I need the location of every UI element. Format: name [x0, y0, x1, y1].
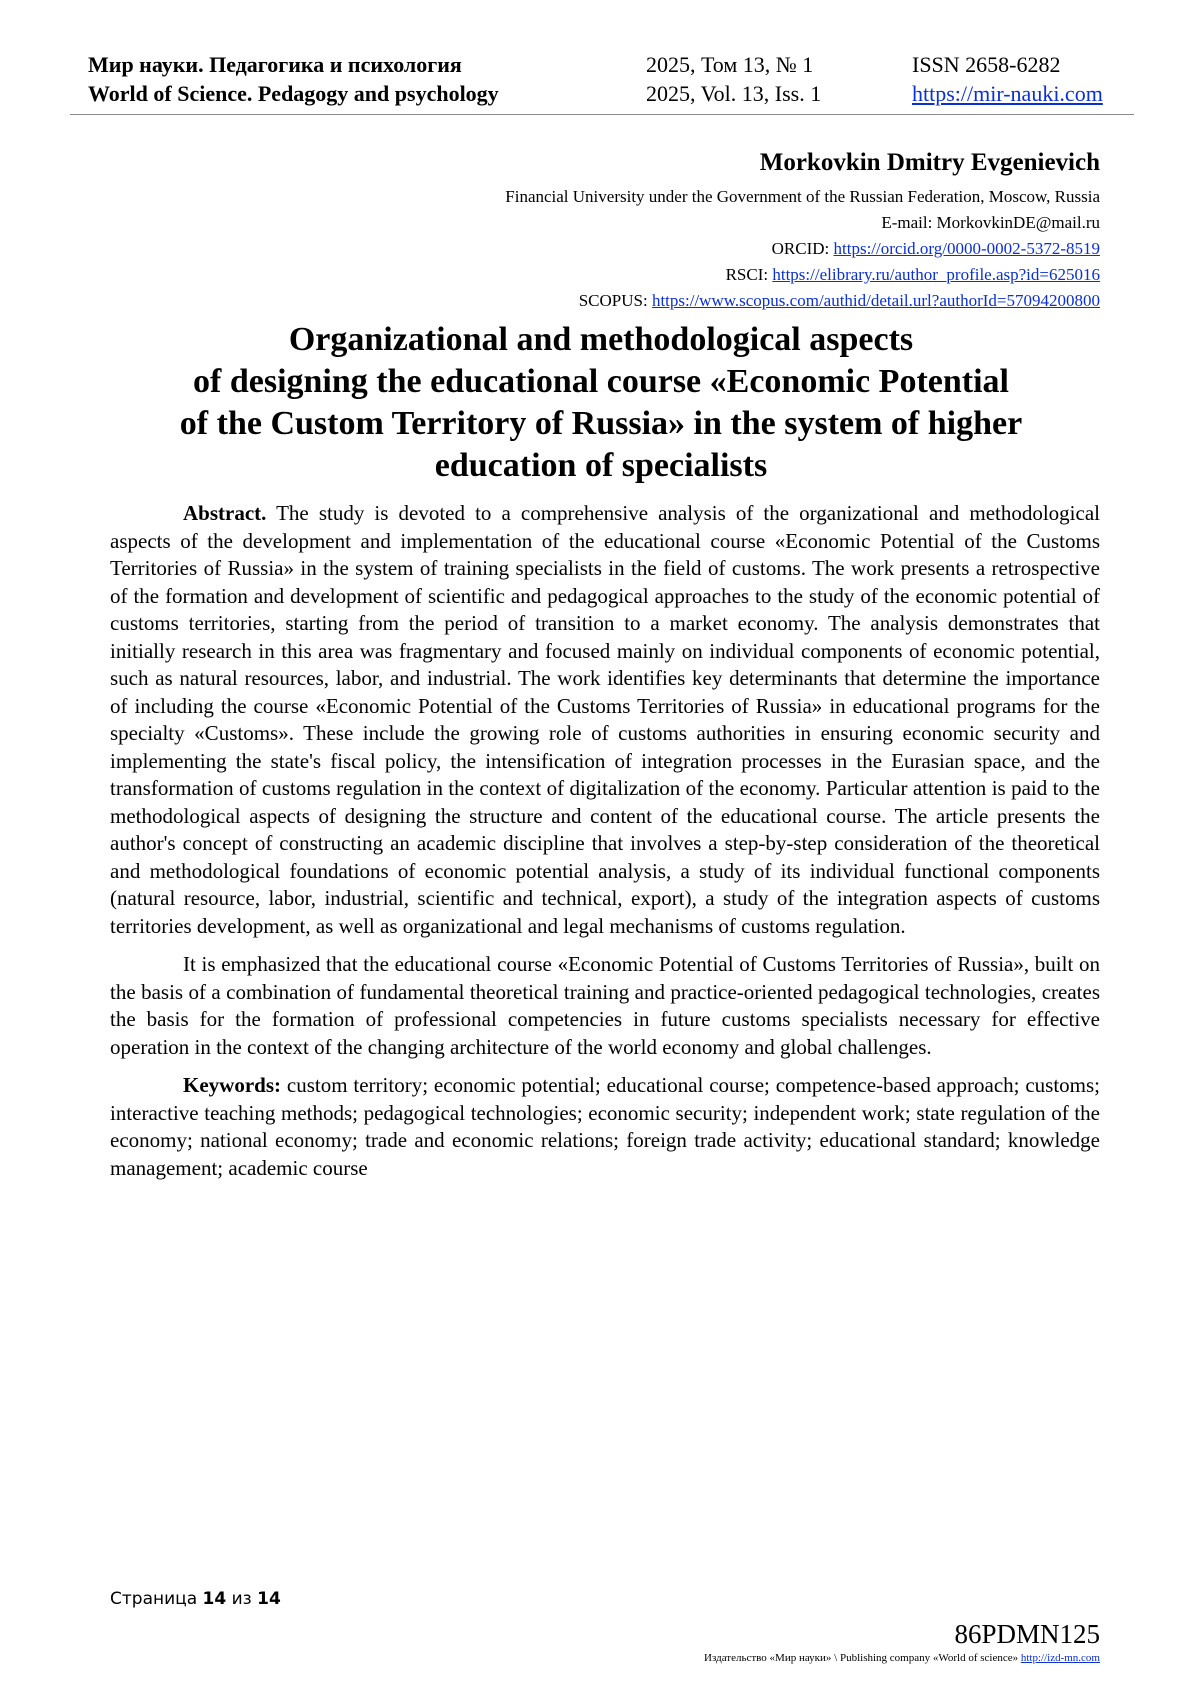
journal-title-en: World of Science. Pedagogy and psychology [88, 81, 499, 106]
title-line-3: of the Custom Territory of Russia» in the system of higher [179, 405, 1023, 442]
journal-header [88, 50, 1130, 114]
orcid-link[interactable]: https://orcid.org/0000-0002-5372-8519 [833, 239, 1100, 258]
page-current: 14 [202, 1589, 227, 1609]
author-email: MorkovkinDE@mail.ru [936, 213, 1100, 232]
abstract-paragraph [110, 500, 1100, 940]
journal-site-link[interactable]: https://mir-nauki.com [912, 81, 1103, 106]
author-name: Morkovkin Dmitry Evgenievich [759, 149, 1100, 176]
issn: ISSN 2658-6282 [912, 52, 1061, 77]
keywords-label: Keywords: [183, 1073, 281, 1097]
header-divider [70, 114, 1134, 115]
title-line-2: of designing the educational course «Economic Potential [193, 363, 1009, 400]
scopus-label: SCOPUS: [578, 291, 648, 310]
volume-ru: 2025, Том 13, № 1 [646, 52, 814, 77]
publisher-link[interactable]: http://izd-mn.com [1020, 1652, 1100, 1664]
author-affiliation: Financial University under the Government of the Russian Federation, Moscow, Russia [505, 187, 1100, 206]
publisher-text: Издательство «Мир науки» \ Publishing company «World of science» [704, 1652, 1019, 1664]
author-block [300, 146, 1100, 314]
author-email-line [300, 210, 1100, 236]
article-title [110, 319, 1092, 487]
publisher-line [704, 1650, 1100, 1666]
email-label: E-mail: [881, 213, 933, 232]
page-total: 14 [257, 1589, 281, 1609]
abstract-text: The study is devoted to a comprehensive analysis of the organizational and methodological aspects of the development and implementation of the educational course «Economic Potential of the Customs Territories of Russia» in the system of training specialists in the field of customs. The work presents a retrospective of the formation and development of scientific and pedagogical approaches to the study of the economic potential of customs territories, starting from the period of transition to a market economy. The analysis demonstrates that initially research in this area was fragmentary and focused mainly on individual components of economic potential, such as natural resources, labor, and industrial. The work identifies key determinants that determine the importance of including the course «Economic Potential of the Customs Territories of Russia» in educational programs for the specialty «Customs». These include the growing role of customs authorities in ensuring economic security and implementing the state's fiscal policy, the intensification of integration processes in the Eurasian space, and the transformation of customs regulation in the context of digitalization of the economy. Particular attention is paid to the methodological aspects of designing the structure and content of the educational course. The article presents the author's concept of constructing an academic discipline that involves a step-by-step consideration of the theoretical and methodological foundations of economic potential analysis, a study of its individual functional components (natural resource, labor, industrial, scientific and technical, export), a study of the integration aspects of customs territories development, as well as organizational and legal mechanisms of customs regulation. [110, 501, 1100, 938]
page-prefix: Страница [110, 1589, 198, 1609]
author-scopus-line [300, 288, 1100, 314]
author-rsci-line [300, 262, 1100, 288]
abstract-paragraph-2: It is emphasized that the educational course «Economic Potential of Customs Territories of Russia», built on the basis of a combination of fundamental theoretical training and practice-oriented pedagogical technologies, creates the basis for the formation of professional competencies in future customs specialists necessary for effective operation in the context of the changing architecture of the world economy and global challenges. [110, 952, 1100, 1059]
rsci-link[interactable]: https://elibrary.ru/author_profile.asp?id=625016 [772, 265, 1100, 284]
page-of: из [231, 1589, 252, 1609]
article-code: 86PDMN125 [954, 1619, 1100, 1649]
rsci-label: RSCI: [725, 265, 769, 284]
page-counter [110, 1588, 281, 1610]
journal-volume [646, 50, 821, 108]
journal-title-ru: Мир науки. Педагогика и психология [88, 52, 462, 77]
keywords-text: custom territory; economic potential; educational course; competence-based approach; customs; interactive teaching methods; pedagogical technologies; economic security; independent work; state regulation of the economy; national economy; trade and economic relations; foreign trade activity; educational standard; knowledge management; academic course [110, 1073, 1101, 1180]
orcid-label: ORCID: [771, 239, 830, 258]
abstract-label: Abstract. [183, 501, 267, 525]
article-body [110, 500, 1100, 1193]
journal-issn-block [912, 50, 1103, 108]
journal-title [88, 50, 499, 108]
author-orcid-line [300, 236, 1100, 262]
scopus-link[interactable]: https://www.scopus.com/authid/detail.url?authorId=57094200800 [651, 291, 1100, 310]
volume-en: 2025, Vol. 13, Iss. 1 [646, 81, 822, 106]
title-line-1: Organizational and methodological aspects [288, 321, 914, 358]
keywords-paragraph [110, 1072, 1100, 1182]
title-line-4: education of specialists [434, 447, 768, 484]
